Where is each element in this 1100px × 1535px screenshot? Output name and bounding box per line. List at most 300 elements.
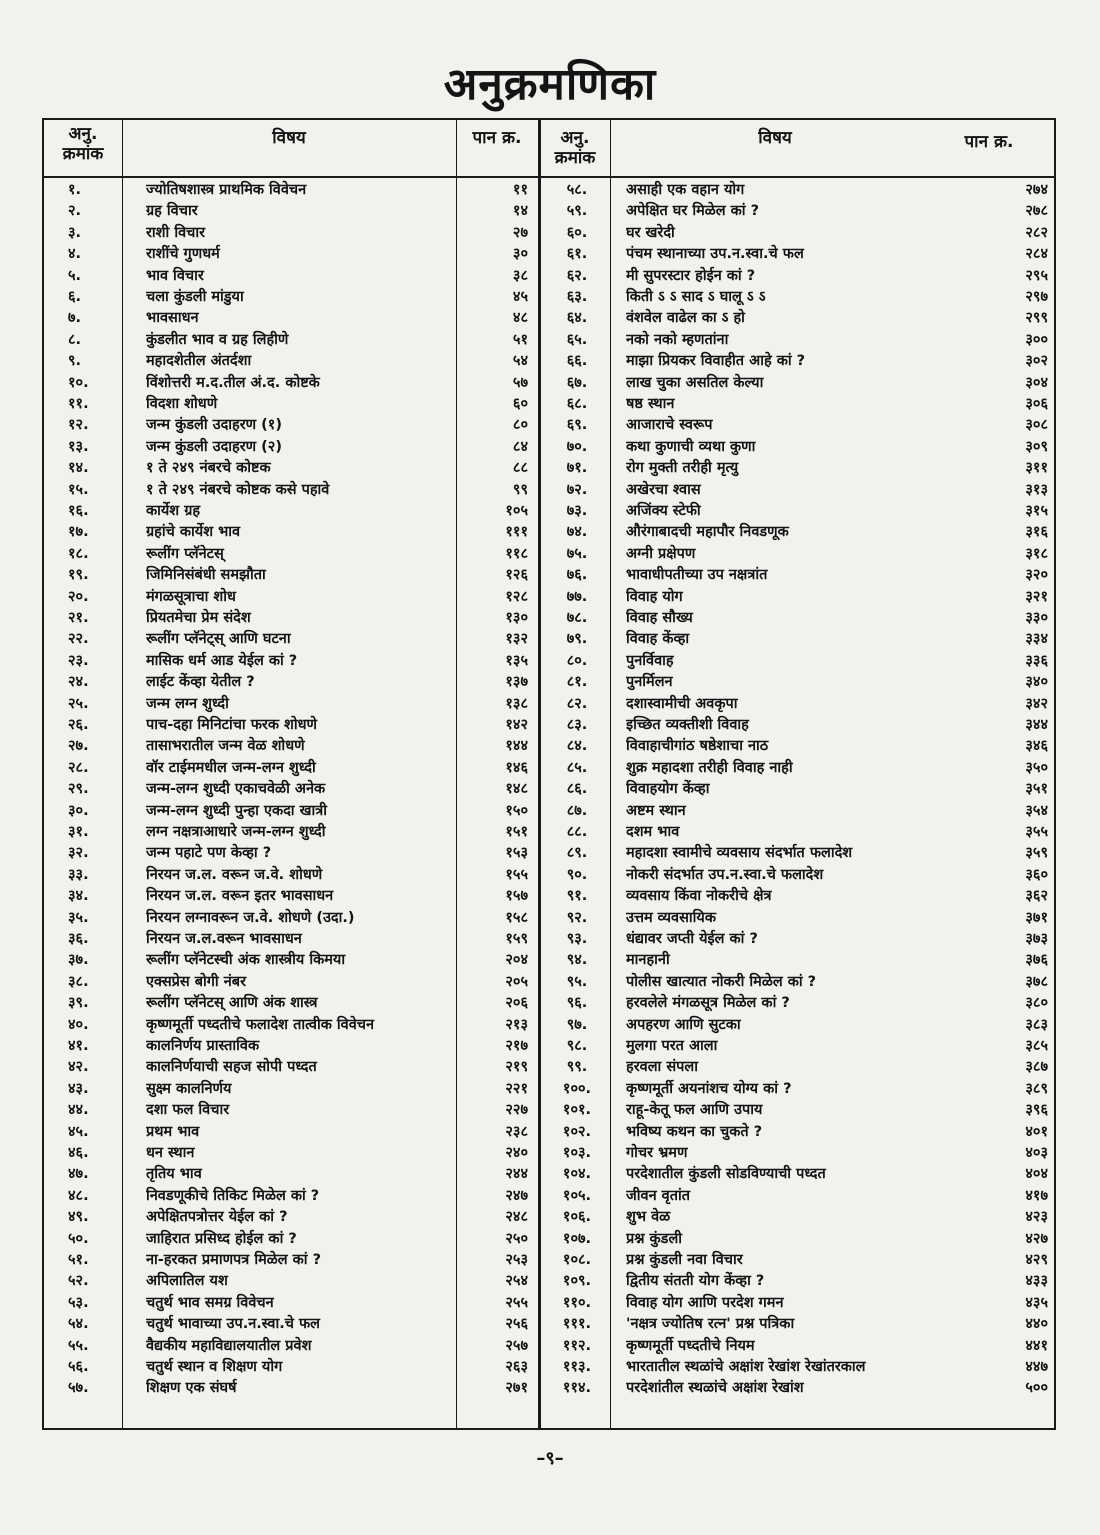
left-topic: जन्म-लग्न शुध्दी पुन्हा एकदा खात्री (146, 802, 327, 819)
right-serial-number: ९३. (566, 931, 588, 947)
left-topic: महादशेतील अंतर्दशा (146, 353, 252, 370)
table-row (44, 373, 1054, 394)
right-topic: कृष्णमूर्ती अयनांशच योग्य कां ? (626, 1080, 792, 1097)
right-topic: असाही एक वहान योग (626, 182, 745, 198)
left-serial-number: १२. (68, 417, 89, 434)
header-divider (44, 176, 1054, 178)
left-serial-number: ४६. (68, 1145, 89, 1161)
table-row (44, 1314, 1054, 1335)
table-row (44, 993, 1054, 1014)
left-serial-number: ३४. (68, 888, 89, 905)
table-row (44, 1122, 1054, 1143)
right-serial-number: ६३. (566, 289, 588, 305)
right-serial-number: ९५. (566, 973, 588, 990)
left-topic: चतुर्थ स्थान व शिक्षण योग (146, 1359, 283, 1375)
right-topic: प्रश्न कुंडली नवा विचार (626, 1252, 743, 1268)
table-row (44, 480, 1054, 501)
left-serial-number: २२. (68, 631, 89, 648)
left-page-number: ५७ (512, 374, 528, 391)
table-row (44, 1164, 1054, 1185)
left-serial-number: १९. (68, 567, 89, 584)
right-page-number: ३०८ (1025, 417, 1048, 434)
left-topic: ना-हरकत प्रमाणपत्र मिळेल कां ? (146, 1252, 322, 1268)
header-topic-right: विषय (758, 128, 792, 148)
right-topic: अग्नी प्रक्षेपण (626, 545, 696, 562)
page-title: अनुक्रमणिका (443, 59, 657, 110)
left-page-number: १३२ (505, 631, 528, 648)
page-number: –९– (536, 1448, 564, 1469)
left-topic: लग्न नक्षत्राआधारे जन्म-लग्न शुध्दी (146, 824, 326, 840)
table-row (44, 801, 1054, 822)
left-page-number: १११ (505, 524, 528, 541)
left-page-number: ८० (512, 417, 528, 434)
right-topic: कृष्णमूर्ती पध्दतीचे नियम (626, 1337, 755, 1354)
right-serial-number: १०७. (562, 1230, 592, 1247)
right-topic: कथा कुणाची व्यथा कुणा (626, 438, 756, 455)
table-row (44, 694, 1054, 715)
right-serial-number: ११४. (562, 1380, 592, 1397)
left-serial-number: २. (68, 203, 82, 220)
left-topic: भावसाधन (146, 310, 199, 327)
table-row (44, 629, 1054, 650)
right-topic: विवाह योग आणि परदेश गमन (626, 1294, 784, 1311)
right-page-number: ३८९ (1025, 1080, 1048, 1097)
right-topic: विवाहाचीगांठ षष्ठेशाचा नाठ (626, 738, 769, 755)
table-body (44, 180, 1054, 1422)
left-topic: १ ते २४९ नंबरचे कोष्टक कसे पहावे (146, 481, 330, 498)
left-serial-number: १५. (68, 481, 89, 498)
left-page-number: ३० (512, 246, 528, 263)
right-topic: पंचम स्थानाच्या उप.न.स्वा.चे फल (626, 246, 804, 263)
left-topic: १ ते २४९ नंबरचे कोष्टक (146, 460, 271, 477)
right-page-number: २९५ (1025, 267, 1048, 284)
right-page-number: ३०४ (1025, 374, 1048, 391)
table-row (44, 822, 1054, 843)
right-topic: पोलीस खात्यात नोकरी मिळेल कां ? (626, 973, 817, 990)
left-page-number: १३० (505, 610, 528, 626)
right-serial-number: ११२. (562, 1337, 592, 1354)
left-topic: प्रियतमेचा प्रेम संदेश (146, 610, 251, 626)
right-page-number: २८४ (1025, 246, 1048, 263)
left-serial-number: ५. (68, 267, 82, 284)
right-topic: भविष्य कथन का चुकते ? (626, 1123, 763, 1140)
right-page-number: ३५० (1025, 759, 1048, 776)
right-topic: विवाहयोग केंव्हा (626, 781, 710, 798)
right-page-number: ३८० (1025, 995, 1048, 1012)
header-serial-line1: अनु. (68, 124, 98, 144)
left-page-number: ५४ (512, 353, 528, 370)
right-page-number: ४२३ (1025, 1209, 1048, 1226)
left-page-number: १४४ (505, 738, 528, 755)
table-row (44, 458, 1054, 479)
right-page-number: ३०९ (1025, 438, 1048, 455)
left-serial-number: २९. (68, 781, 89, 798)
left-page-number: २५० (505, 1230, 528, 1247)
table-row (44, 779, 1054, 800)
left-serial-number: २६. (68, 717, 89, 733)
header-serial-left (44, 124, 122, 164)
right-serial-number: ६२. (566, 267, 588, 284)
right-page-number: ३५४ (1025, 802, 1048, 819)
right-serial-number: ९७. (566, 1016, 588, 1033)
left-page-number: ४५ (512, 289, 528, 305)
table-row (44, 651, 1054, 672)
right-topic: दशम भाव (626, 824, 680, 840)
right-topic: आजाराचे स्वरूप (626, 417, 713, 434)
right-page-number: २७४ (1025, 182, 1048, 198)
right-serial-number: १०५. (562, 1187, 592, 1204)
table-row (44, 865, 1054, 886)
table-row (44, 501, 1054, 522)
right-topic: किती ऽ ऽ साद ऽ घालू ऽ ऽ (626, 289, 766, 305)
table-row (44, 201, 1054, 222)
left-serial-number: ५६. (68, 1359, 89, 1375)
right-topic: घर खरेदी (626, 224, 675, 241)
right-topic: हरवलेले मंगळसूत्र मिळेल कां ? (626, 995, 790, 1012)
left-page-number: २१७ (505, 1038, 528, 1054)
left-topic: जन्म कुंडली उदाहरण (२) (146, 438, 282, 455)
right-serial-number: ५८. (566, 182, 588, 198)
left-serial-number: १३. (68, 438, 89, 455)
right-topic: अपेक्षित घर मिळेल कां ? (626, 203, 760, 220)
right-page-number: ४०४ (1025, 1166, 1048, 1183)
left-serial-number: ५५. (68, 1337, 89, 1354)
right-topic: राहू-केतू फल आणि उपाय (626, 1102, 763, 1119)
right-topic: प्रश्न कुंडली (626, 1230, 683, 1247)
left-serial-number: ७. (68, 310, 82, 327)
left-page-number: ४८ (512, 310, 528, 327)
left-page-number: २०४ (505, 952, 528, 969)
left-topic: रूलींग प्लॅनेटस् आणि अंक शास्त्र (146, 995, 318, 1012)
left-serial-number: १८. (68, 545, 89, 562)
left-topic: राशी विचार (146, 224, 206, 241)
left-topic: कालनिर्णय प्रास्ताविक (146, 1038, 260, 1054)
right-page-number: ३४० (1025, 674, 1048, 691)
header-serial-line2: क्रमांक (554, 148, 596, 168)
left-topic: सुक्ष्म कालनिर्णय (146, 1080, 232, 1097)
table-row (44, 244, 1054, 265)
right-serial-number: ७६. (566, 567, 588, 584)
left-page-number: १४२ (505, 717, 528, 733)
right-serial-number: ८९. (566, 845, 588, 862)
right-page-number: ४०१ (1025, 1123, 1048, 1140)
left-topic: तासाभरातील जन्म वेळ शोधणे (146, 738, 305, 755)
right-topic: पुनर्विवाह (626, 652, 674, 669)
right-serial-number: ११३. (562, 1359, 592, 1375)
table-row (44, 608, 1054, 629)
left-page-number: ५१ (512, 331, 528, 348)
left-serial-number: २४. (68, 674, 89, 691)
table-row (44, 908, 1054, 929)
left-topic: निरयन ज.ल. वरून इतर भावसाधन (146, 888, 334, 905)
right-page-number: २९७ (1025, 289, 1048, 305)
left-page-number: २४० (505, 1145, 528, 1161)
left-page-number: ८८ (512, 460, 528, 477)
table-row (44, 758, 1054, 779)
right-serial-number: ८२. (566, 695, 588, 712)
right-page-number: ३१८ (1025, 545, 1048, 562)
table-row (44, 1186, 1054, 1207)
left-page-number: १४६ (505, 759, 528, 776)
right-topic: परदेशातील कुंडली सोडविण्याची पध्दत (626, 1166, 826, 1183)
right-topic: अखेरचा श्वास (626, 481, 701, 498)
right-topic: नको नको म्हणतांना (626, 331, 729, 348)
left-page-number: १५३ (505, 845, 528, 862)
left-topic: निरयन ज.ल.वरून भावसाधन (146, 931, 302, 947)
table-row (44, 287, 1054, 308)
right-serial-number: ६५. (566, 331, 588, 348)
table-row (44, 266, 1054, 287)
left-page-number: ११ (512, 182, 528, 198)
right-serial-number: ९०. (566, 866, 588, 883)
left-page-number: २०५ (505, 973, 528, 990)
left-serial-number: ४७. (68, 1166, 89, 1183)
left-page-number: २५३ (505, 1252, 528, 1268)
left-serial-number: १४. (68, 460, 89, 477)
right-topic: विवाह योग (626, 588, 683, 605)
left-topic: पाच-दहा मिनिटांचा फरक शोधणे (146, 717, 318, 733)
right-page-number: ४४१ (1025, 1337, 1048, 1354)
right-serial-number: ८८. (566, 824, 588, 840)
right-serial-number: १११. (562, 1316, 592, 1333)
table-row (44, 1293, 1054, 1314)
left-topic: चतुर्थ भाव समग्र विवेचन (146, 1294, 274, 1311)
left-serial-number: ४३. (68, 1080, 89, 1097)
left-topic: रूलींग प्लॅनेटस् (146, 545, 224, 562)
header-serial-right (540, 128, 610, 168)
left-topic: रूलींग प्लॅनेटस्ची अंक शास्त्रीय किमया (146, 952, 346, 969)
right-topic: अपहरण आणि सुटका (626, 1016, 741, 1033)
right-page-number: ४३५ (1025, 1294, 1048, 1311)
table-row (44, 1057, 1054, 1078)
right-serial-number: ७४. (566, 524, 588, 541)
left-topic: कृष्णमूर्ती पध्दतीचे फलादेश तात्वीक विवेचन (146, 1016, 375, 1033)
left-topic: जन्म लग्न शुध्दी (146, 695, 229, 712)
left-page-number: २५४ (505, 1273, 528, 1290)
left-topic: विंशोत्तरी म.द.तील अं.द. कोष्टके (146, 374, 320, 391)
left-topic: निवडणूकीचे तिकिट मिळेल कां ? (146, 1187, 320, 1204)
right-page-number: ४२९ (1025, 1252, 1048, 1268)
right-serial-number: १०९. (562, 1273, 592, 1290)
right-serial-number: ७५. (566, 545, 588, 562)
right-topic: भावाधीपतीच्या उप नक्षत्रांत (626, 567, 768, 584)
table-row (44, 843, 1054, 864)
right-topic: भारतातील स्थळांचे अक्षांश रेखांश रेखांतरकाल (626, 1359, 866, 1375)
right-topic: हरवला संपला (626, 1059, 698, 1076)
left-serial-number: ५७. (68, 1380, 89, 1397)
right-topic: पुनर्मिलन (626, 674, 673, 691)
left-serial-number: ४०. (68, 1016, 89, 1033)
left-topic: वॉर टाईममधील जन्म-लग्न शुध्दी (146, 759, 316, 776)
right-serial-number: ७९. (566, 631, 588, 648)
left-page-number: १५१ (505, 824, 528, 840)
right-topic: नोकरी संदर्भात उप.न.स्वा.चे फलादेश (626, 866, 824, 883)
left-topic: धन स्थान (146, 1145, 195, 1161)
table-row (44, 1207, 1054, 1228)
left-topic: निरयन लग्नावरून ज.वे. शोधणे (उदा.) (146, 909, 355, 926)
left-page-number: २४७ (505, 1187, 528, 1204)
table-row (44, 1357, 1054, 1378)
left-topic: अपिलातिल यश (146, 1273, 228, 1290)
right-serial-number: ७८. (566, 610, 588, 626)
left-page-number: १४ (512, 203, 528, 220)
header-serial-line1: अनु. (560, 128, 590, 148)
right-topic: अजिंक्य स्टेफी (626, 503, 701, 519)
right-page-number: ३३४ (1025, 631, 1048, 648)
left-topic: कुंडलीत भाव व ग्रह लिहीणे (146, 331, 289, 348)
right-serial-number: ८६. (566, 781, 588, 798)
left-serial-number: ११. (68, 396, 89, 412)
right-topic: महादशा स्वामीचे व्यवसाय संदर्भात फलादेश (626, 845, 853, 862)
right-serial-number: ७१. (566, 460, 588, 477)
left-topic: लाईट केंव्हा येतील ? (146, 674, 255, 691)
left-serial-number: ४२. (68, 1059, 89, 1076)
left-serial-number: ८. (68, 331, 82, 348)
right-page-number: ४२७ (1025, 1230, 1048, 1247)
left-topic: अपेक्षितपत्रोत्तर येईल कां ? (146, 1209, 288, 1226)
table-row (44, 886, 1054, 907)
left-topic: कालनिर्णयाची सहज सोपी पध्दत (146, 1059, 317, 1076)
right-serial-number: ८५. (566, 759, 588, 776)
table-row (44, 736, 1054, 757)
left-page-number: २२१ (505, 1080, 528, 1097)
right-page-number: ३०६ (1025, 396, 1048, 412)
right-topic: व्यवसाय किंवा नोकरीचे क्षेत्र (626, 888, 772, 905)
left-topic: वैद्यकीय महाविद्यालयातील प्रवेश (146, 1337, 312, 1354)
right-page-number: ३७८ (1025, 973, 1048, 990)
right-serial-number: ५९. (566, 203, 588, 220)
left-serial-number: २३. (68, 652, 89, 669)
table-row (44, 565, 1054, 586)
right-serial-number: १०८. (562, 1252, 592, 1268)
left-serial-number: ५३. (68, 1294, 89, 1311)
left-page-number: ६० (512, 396, 528, 412)
right-page-number: ३१६ (1025, 524, 1048, 541)
left-topic: ग्रहांचे कार्येश भाव (146, 524, 241, 541)
header-topic-left: विषय (272, 128, 306, 148)
right-page-number: ३७६ (1025, 952, 1048, 969)
right-topic: गोचर भ्रमण (626, 1145, 688, 1161)
left-topic: मासिक धर्म आड येईल कां ? (146, 652, 298, 669)
left-topic: राशींचे गुणधर्म (146, 246, 220, 263)
right-page-number: २८२ (1025, 224, 1048, 241)
left-serial-number: २५. (68, 695, 89, 712)
header-serial-line2: क्रमांक (62, 144, 104, 164)
right-page-number: ३४२ (1025, 695, 1048, 712)
right-page-number: ३०० (1025, 331, 1048, 348)
right-page-number: ३५१ (1025, 781, 1048, 798)
left-page-number: २७ (512, 224, 528, 241)
left-topic: तृतिय भाव (146, 1166, 202, 1183)
left-serial-number: ४९. (68, 1209, 89, 1226)
table-row (44, 522, 1054, 543)
right-serial-number: ८३. (566, 717, 588, 733)
left-topic: जाहिरात प्रसिध्द होईल कां ? (146, 1230, 297, 1247)
left-serial-number: ३३. (68, 866, 89, 883)
left-serial-number: ३८. (68, 973, 89, 990)
left-topic: दशा फल विचार (146, 1102, 230, 1119)
left-page-number: ९९ (512, 481, 528, 498)
left-topic: एक्सप्रेस बोगी नंबर (146, 973, 246, 990)
table-row (44, 672, 1054, 693)
right-serial-number: ६८. (566, 396, 588, 412)
right-page-number: ३६२ (1025, 888, 1048, 905)
right-topic: वंशवेल वाढेल का ऽ हो (626, 310, 745, 327)
left-page-number: १५९ (505, 931, 528, 947)
right-serial-number: ६७. (566, 374, 588, 391)
right-topic: द्वितीय संतती योग केंव्हा ? (626, 1273, 765, 1290)
right-topic: औरंगाबादची महापौर निवडणूक (626, 524, 789, 541)
right-page-number: ३५५ (1025, 824, 1048, 840)
header-page-right: पान क्र. (964, 132, 1014, 152)
right-topic: धंद्यावर जप्ती येईल कां ? (626, 931, 758, 947)
left-topic: चला कुंडली मांडुया (146, 289, 244, 305)
left-serial-number: ३५. (68, 909, 89, 926)
right-page-number: ३२१ (1025, 588, 1048, 605)
right-serial-number: ८१. (566, 674, 588, 691)
table-row (44, 1100, 1054, 1121)
left-serial-number: ५२. (68, 1273, 89, 1290)
right-page-number: ३८७ (1025, 1059, 1048, 1076)
left-page-number: १५५ (505, 866, 528, 883)
table-row (44, 223, 1054, 244)
left-serial-number: १०. (68, 374, 89, 391)
left-topic: कार्येश ग्रह (146, 503, 201, 519)
left-page-number: १५० (505, 802, 528, 819)
table-row (44, 587, 1054, 608)
right-serial-number: ७२. (566, 481, 588, 498)
right-page-number: ३०२ (1025, 353, 1048, 370)
right-page-number: ३१३ (1025, 481, 1048, 498)
table-row (44, 1250, 1054, 1271)
right-serial-number: ११०. (562, 1294, 592, 1311)
right-serial-number: ६६. (566, 353, 588, 370)
left-topic: जन्म कुंडली उदाहरण (१) (146, 417, 282, 434)
left-serial-number: ४१. (68, 1038, 89, 1054)
right-topic: जीवन वृतांत (626, 1187, 691, 1204)
left-serial-number: ९. (68, 353, 82, 370)
right-serial-number: ९६. (566, 995, 588, 1012)
left-serial-number: २७. (68, 738, 89, 755)
table-row (44, 972, 1054, 993)
right-topic: इच्छित व्यक्तीशी विवाह (626, 717, 749, 733)
left-page-number: २४८ (505, 1209, 528, 1226)
left-page-number: ३८ (512, 267, 528, 284)
left-page-number: २५५ (505, 1294, 528, 1311)
left-page-number: २१९ (505, 1059, 528, 1076)
right-page-number: ३२० (1025, 567, 1048, 584)
right-serial-number: ७७. (566, 588, 588, 605)
left-page-number: १२६ (505, 567, 528, 584)
table-row (44, 394, 1054, 415)
left-page-number: २०६ (505, 995, 528, 1012)
left-topic: जन्म पहाटे पण केव्हा ? (146, 845, 272, 862)
right-page-number: ३७३ (1025, 931, 1048, 947)
left-topic: प्रथम भाव (146, 1123, 200, 1140)
left-serial-number: २१. (68, 610, 89, 626)
right-page-number: ५०० (1025, 1380, 1048, 1397)
right-topic: विवाह केंव्हा (626, 631, 690, 648)
header-page-left: पान क्र. (472, 128, 522, 148)
left-serial-number: १७. (68, 524, 89, 541)
table-row (44, 180, 1054, 201)
left-serial-number: ३९. (68, 995, 89, 1012)
left-serial-number: ४८. (68, 1187, 89, 1204)
left-page-number: २१३ (505, 1016, 528, 1033)
right-page-number: ३७१ (1025, 909, 1048, 926)
table-row (44, 1271, 1054, 1292)
right-topic: मानहानी (626, 952, 670, 969)
